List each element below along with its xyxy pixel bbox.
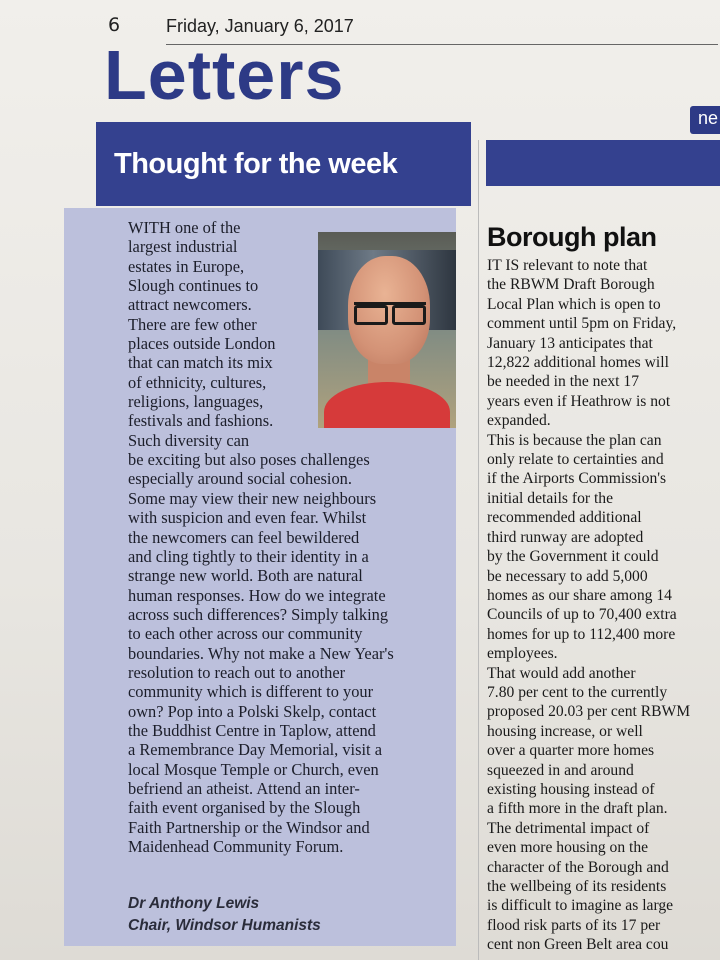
thought-line: and cling tightly to their identity in a — [128, 546, 369, 566]
thought-line: with suspicion and even fear. Whilst — [128, 508, 367, 528]
thought-line: Slough continues to — [128, 276, 259, 296]
thought-line: Faith Partnership or the Windsor and — [128, 817, 370, 837]
borough-title: Borough plan — [487, 222, 657, 252]
thought-line: boundaries. Why not make a New Year's — [128, 643, 394, 663]
borough-line: by the Government it could — [487, 548, 659, 566]
column-divider — [478, 140, 479, 960]
borough-line: That would add another — [487, 664, 636, 682]
borough-line: is difficult to imagine as large — [487, 897, 674, 915]
borough-header-bar — [486, 140, 720, 186]
thought-line: religions, languages, — [128, 392, 264, 412]
thought-line: local Mosque Temple or Church, even — [128, 759, 379, 779]
next-section-tab — [690, 106, 720, 134]
thought-line: There are few other — [128, 314, 257, 334]
borough-line: IT IS relevant to note that — [487, 257, 648, 274]
thought-line: Some may view their new neighbours — [128, 488, 377, 508]
borough-line: comment until 5pm on Friday, — [487, 315, 677, 333]
thought-line: the Buddhist Centre in Taplow, attend — [128, 720, 376, 740]
thought-line: be exciting but also poses challenges — [128, 450, 370, 470]
thought-line: a Remembrance Day Memorial, visit a — [128, 740, 382, 760]
borough-line: be necessary to add 5,000 — [487, 567, 648, 585]
borough-line: homes for up to 112,400 more — [487, 625, 676, 643]
thought-line: community which is different to your — [128, 682, 374, 702]
thought-line: of ethnicity, cultures, — [128, 372, 267, 392]
borough-line: over a quarter more homes — [487, 742, 655, 760]
thought-line: attract newcomers. — [128, 295, 252, 315]
borough-line: This is because the plan can — [487, 431, 662, 449]
borough-line: homes as our share among 14 — [487, 586, 672, 604]
thought-line: resolution to reach out to another — [128, 662, 346, 682]
thought-line: own? Pop into a Polski Skelp, contact — [128, 701, 377, 721]
borough-line: third runway are adopted — [487, 528, 644, 546]
thought-header — [96, 122, 471, 206]
thought-letter-body — [128, 218, 468, 856]
thought-line: especially around social cohesion. — [128, 469, 352, 489]
next-section-tab-label: ne — [698, 108, 719, 128]
thought-line: befriend an atheist. Attend an inter- — [128, 778, 360, 798]
borough-line: cent non Green Belt area cou — [487, 936, 669, 954]
borough-line: existing housing instead of — [487, 780, 655, 798]
thought-line: WITH one of the — [128, 218, 241, 237]
borough-line: Local Plan which is open to — [487, 295, 661, 313]
dateline: Friday, January 6, 2017 — [166, 16, 354, 36]
thought-line: faith event organised by the Slough — [128, 798, 361, 818]
borough-line: years even if Heathrow is not — [487, 392, 671, 410]
borough-line: the RBWM Draft Borough — [487, 276, 655, 294]
borough-line: be needed in the next 17 — [487, 373, 639, 391]
borough-line: initial details for the — [487, 489, 614, 507]
borough-line: only relate to certainties and — [487, 451, 664, 469]
page-number: 6 — [108, 14, 121, 36]
borough-line: 12,822 additional homes will — [487, 354, 669, 372]
section-title: Letters — [104, 36, 345, 114]
borough-line: if the Airports Commission's — [487, 470, 667, 488]
borough-line: a fifth more in the draft plan. — [487, 800, 668, 818]
thought-line: Maidenhead Community Forum. — [128, 837, 344, 856]
borough-line: the wellbeing of its residents — [487, 878, 667, 895]
thought-line: places outside London — [128, 334, 276, 354]
borough-line: 7.80 per cent to the currently — [487, 683, 668, 701]
signature-name: Dr Anthony Lewis — [128, 895, 260, 912]
borough-line: recommended additional — [487, 509, 642, 527]
borough-line: employees. — [487, 645, 558, 663]
thought-line: festivals and fashions. — [128, 411, 274, 431]
borough-line: character of the Borough and — [487, 858, 669, 876]
thought-line: Such diversity can — [128, 430, 250, 450]
borough-line: The detrimental impact of — [487, 819, 650, 837]
thought-line: to each other across our community — [128, 624, 363, 644]
borough-line: housing increase, or well — [487, 722, 643, 740]
thought-line: largest industrial — [128, 237, 238, 257]
borough-line: flood risk parts of its 17 per — [487, 916, 661, 934]
thought-line: estates in Europe, — [128, 256, 245, 276]
thought-line: human responses. How do we integrate — [128, 585, 386, 605]
borough-line: January 13 anticipates that — [487, 334, 653, 352]
borough-line: squeezed in and around — [487, 761, 634, 779]
borough-line: proposed 20.03 per cent RBWM — [487, 703, 691, 721]
borough-line: Councils of up to 70,400 extra — [487, 606, 677, 624]
thought-line: strange new world. Both are natural — [128, 566, 363, 586]
borough-letter-body — [487, 256, 720, 955]
thought-line: that can match its mix — [128, 353, 273, 373]
thought-line: the newcomers can feel bewildered — [128, 527, 360, 547]
borough-line: expanded. — [487, 412, 551, 430]
thought-header-title: Thought for the week — [114, 148, 398, 180]
thought-line: across such differences? Simply talking — [128, 604, 389, 624]
borough-line: even more housing on the — [487, 839, 649, 857]
signature-role: Chair, Windsor Humanists — [128, 917, 321, 934]
